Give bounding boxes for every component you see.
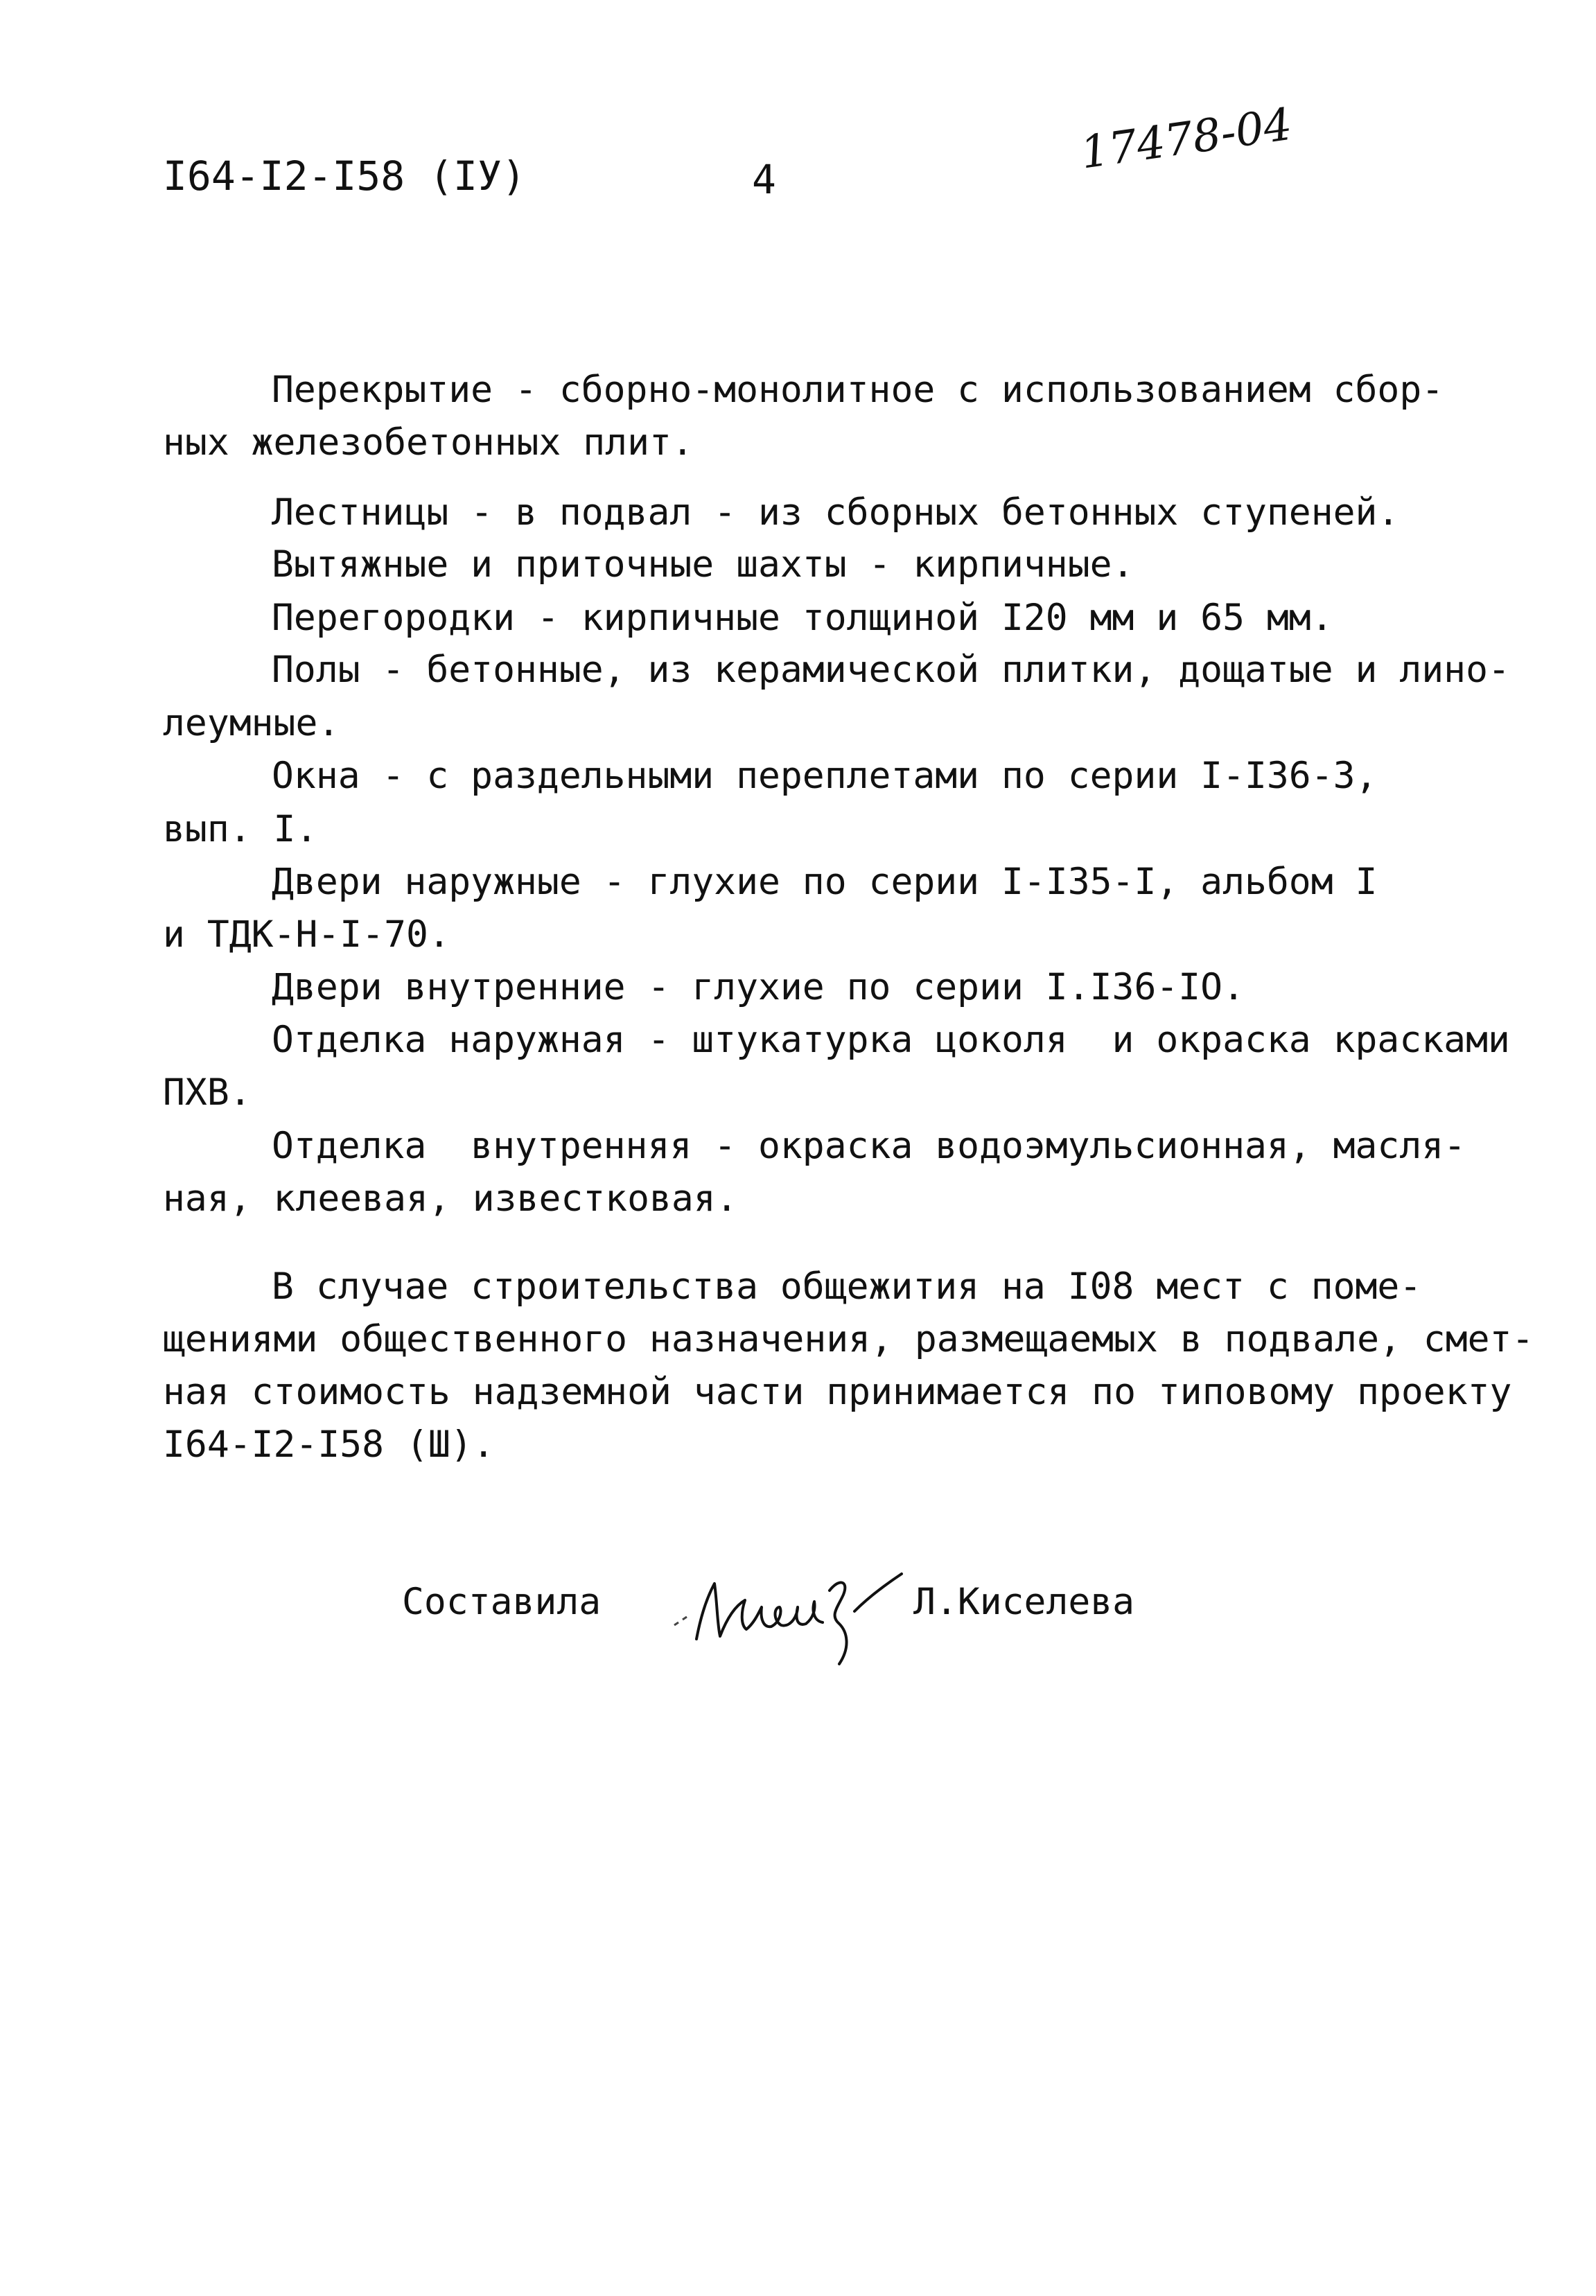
text-line: Окна - с раздельными переплетами по серии I-I36-3, xyxy=(272,755,1378,797)
handwritten-number: 17478-04 xyxy=(1077,98,1295,179)
text-line: Вытяжные и приточные шахты - кирпичные. xyxy=(272,543,1134,586)
text-line: вып. I. xyxy=(163,808,318,850)
text-line: Полы - бетонные, из керамической плитки, дощатые и лино- xyxy=(272,649,1510,691)
text-line: Отделка наружная - штукатурка цоколя и окраска красками xyxy=(272,1019,1510,1061)
text-line: I64-I2-I58 (Ш). xyxy=(163,1423,495,1466)
document-code: I64-I2-I58 (IУ) xyxy=(163,152,526,200)
text-line: Перекрытие - сборно-монолитное с использованием сбор- xyxy=(272,369,1444,411)
text-line: ПХВ. xyxy=(163,1071,252,1114)
signer-name: Л.Киселева xyxy=(913,1581,1135,1623)
text-line: Отделка внутренняя - окраска водоэмульсионная, масля- xyxy=(272,1125,1466,1167)
text-line: и ТДК-Н-I-70. xyxy=(163,913,450,956)
text-line: Двери наружные - глухие по серии I-I35-I, альбом I xyxy=(272,861,1378,903)
text-line: леумные. xyxy=(163,702,340,744)
text-line: Двери внутренние - глухие по серии I.I36-IO. xyxy=(272,966,1245,1008)
text-line: ных железобетонных плит. xyxy=(163,421,694,464)
text-line: Перегородки - кирпичные толщиной I20 мм и 65 мм. xyxy=(272,597,1333,639)
text-line: Лестницы - в подвал - из сборных бетонных ступеней. xyxy=(272,491,1400,534)
text-line: щениями общественного назначения, размещаемых в подвале, смет- xyxy=(163,1318,1534,1360)
text-line: В случае строительства общежития на I08 мест с поме- xyxy=(272,1265,1422,1308)
page-number: 4 xyxy=(752,156,776,203)
text-line: ная стоимость надземной части принимается по типовому проекту xyxy=(163,1371,1512,1413)
text-line: ная, клеевая, известковая. xyxy=(163,1177,738,1220)
signature xyxy=(669,1535,904,1674)
compiled-by-label: Составила xyxy=(402,1581,602,1623)
